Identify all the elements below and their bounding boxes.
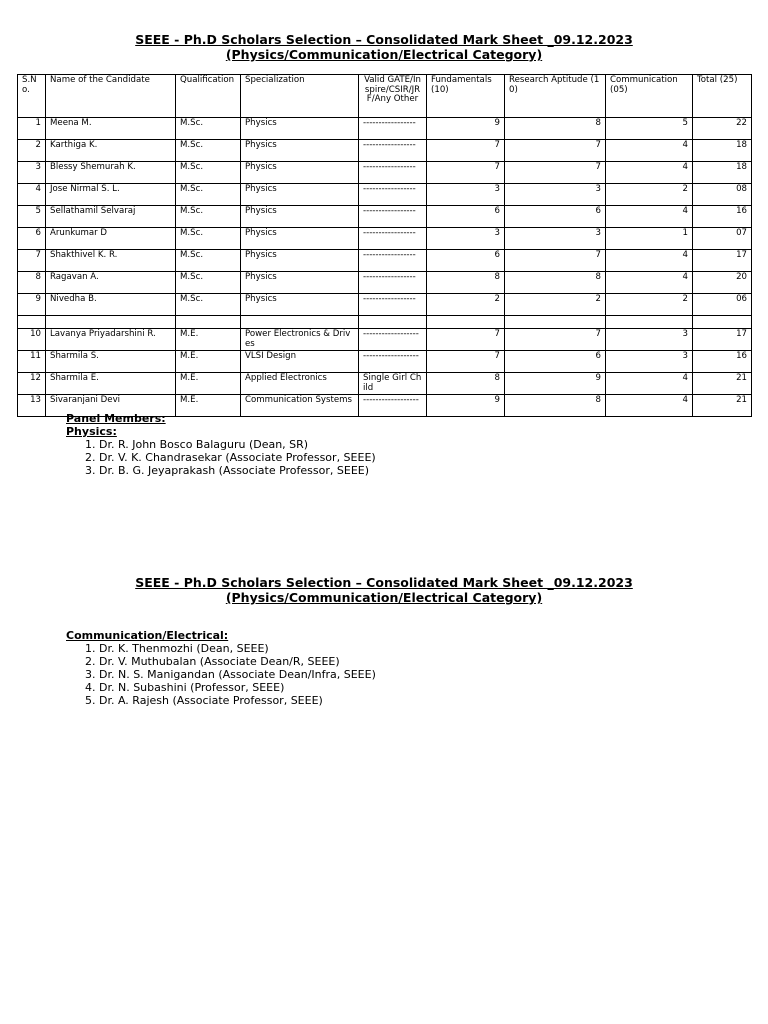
cell-communication: 4 <box>606 140 693 162</box>
cell-research-aptitude: 6 <box>505 351 606 373</box>
cell-gate: ------------------ <box>359 395 427 417</box>
panel-members-communication-electrical <box>66 629 376 707</box>
cell-research-aptitude: 7 <box>505 162 606 184</box>
cell-communication: 1 <box>606 228 693 250</box>
list-item: 3. Dr. B. G. Jeyaprakash (Associate Professor, SEEE) <box>99 464 376 477</box>
physics-subheading: Physics: <box>66 425 117 438</box>
cell-fundamentals: 6 <box>427 206 505 228</box>
list-item: 2. Dr. V. K. Chandrasekar (Associate Professor, SEEE) <box>99 451 376 464</box>
table-row <box>18 272 752 294</box>
cell-communication: 4 <box>606 206 693 228</box>
cell-specialization: Physics <box>241 184 359 206</box>
cell-sno: 5 <box>18 206 46 228</box>
cell-name: Nivedha B. <box>46 294 176 316</box>
cell-communication <box>606 316 693 329</box>
panel-members-physics <box>66 412 376 477</box>
cell-gate <box>359 316 427 329</box>
cell-name: Arunkumar D <box>46 228 176 250</box>
marks-table <box>17 74 752 417</box>
cell-research-aptitude: 8 <box>505 395 606 417</box>
cell-sno: 9 <box>18 294 46 316</box>
cell-research-aptitude: 3 <box>505 184 606 206</box>
title-line-1: SEEE - Ph.D Scholars Selection – Consolidated Mark Sheet _09.12.2023 <box>135 575 633 590</box>
title-line-2: (Physics/Communication/Electrical Category) <box>225 590 543 605</box>
cell-name <box>46 316 176 329</box>
cell-qualification <box>176 316 241 329</box>
cell-total: 18 <box>693 162 752 184</box>
cell-sno: 7 <box>18 250 46 272</box>
cell-name: Sharmila S. <box>46 351 176 373</box>
cell-total: 17 <box>693 329 752 351</box>
cell-qualification: M.Sc. <box>176 118 241 140</box>
cell-qualification: M.Sc. <box>176 140 241 162</box>
cell-specialization: Physics <box>241 294 359 316</box>
cell-gate: ----------------- <box>359 272 427 294</box>
cell-qualification: M.Sc. <box>176 294 241 316</box>
cell-sno: 2 <box>18 140 46 162</box>
title-line-1: SEEE - Ph.D Scholars Selection – Consolidated Mark Sheet _09.12.2023 <box>135 32 633 47</box>
comm-electrical-member-list <box>66 642 376 707</box>
cell-communication: 4 <box>606 162 693 184</box>
cell-qualification: M.Sc. <box>176 272 241 294</box>
table-header-row <box>18 75 752 118</box>
cell-sno: 11 <box>18 351 46 373</box>
cell-total: 18 <box>693 140 752 162</box>
cell-sno: 10 <box>18 329 46 351</box>
header-gate: Valid GATE/Inspire/CSIR/JRF/Any Other <box>359 75 427 118</box>
cell-communication: 3 <box>606 329 693 351</box>
cell-specialization: VLSI Design <box>241 351 359 373</box>
cell-communication: 4 <box>606 272 693 294</box>
cell-specialization: Physics <box>241 206 359 228</box>
cell-total: 07 <box>693 228 752 250</box>
table-row <box>18 250 752 272</box>
list-item: 2. Dr. V. Muthubalan (Associate Dean/R, SEEE) <box>99 655 376 668</box>
header-communication: Communication (05) <box>606 75 693 118</box>
cell-name: Jose Nirmal S. L. <box>46 184 176 206</box>
list-item: 1. Dr. K. Thenmozhi (Dean, SEEE) <box>99 642 376 655</box>
cell-research-aptitude: 8 <box>505 272 606 294</box>
cell-qualification: M.E. <box>176 395 241 417</box>
header-specialization: Specialization <box>241 75 359 118</box>
cell-sno: 1 <box>18 118 46 140</box>
table-row <box>18 206 752 228</box>
cell-fundamentals <box>427 316 505 329</box>
cell-fundamentals: 9 <box>427 395 505 417</box>
cell-specialization: Communication Systems <box>241 395 359 417</box>
cell-specialization: Physics <box>241 140 359 162</box>
cell-fundamentals: 7 <box>427 329 505 351</box>
cell-name: Sellathamil Selvaraj <box>46 206 176 228</box>
physics-member-list <box>66 438 376 477</box>
cell-research-aptitude: 2 <box>505 294 606 316</box>
cell-specialization: Physics <box>241 228 359 250</box>
list-item: 4. Dr. N. Subashini (Professor, SEEE) <box>99 681 376 694</box>
cell-fundamentals: 2 <box>427 294 505 316</box>
table-row <box>18 373 752 395</box>
cell-sno <box>18 316 46 329</box>
table-row-blank <box>18 316 752 329</box>
table-row <box>18 228 752 250</box>
header-total: Total (25) <box>693 75 752 118</box>
page-title <box>0 32 768 62</box>
cell-research-aptitude <box>505 316 606 329</box>
cell-gate: Single Girl Child <box>359 373 427 395</box>
cell-name: Shakthivel K. R. <box>46 250 176 272</box>
cell-gate: ----------------- <box>359 140 427 162</box>
cell-research-aptitude: 9 <box>505 373 606 395</box>
table-row <box>18 294 752 316</box>
cell-specialization <box>241 316 359 329</box>
cell-total: 21 <box>693 395 752 417</box>
cell-fundamentals: 8 <box>427 373 505 395</box>
comm-electrical-subheading: Communication/Electrical: <box>66 629 229 642</box>
table-row <box>18 351 752 373</box>
cell-gate: ------------------ <box>359 351 427 373</box>
cell-gate: ------------------ <box>359 329 427 351</box>
cell-research-aptitude: 7 <box>505 250 606 272</box>
cell-fundamentals: 7 <box>427 351 505 373</box>
table-row <box>18 329 752 351</box>
cell-fundamentals: 3 <box>427 228 505 250</box>
cell-gate: ----------------- <box>359 162 427 184</box>
cell-qualification: M.Sc. <box>176 184 241 206</box>
cell-name: Blessy Shemurah K. <box>46 162 176 184</box>
cell-communication: 3 <box>606 351 693 373</box>
cell-qualification: M.Sc. <box>176 228 241 250</box>
cell-specialization: Physics <box>241 250 359 272</box>
cell-gate: ----------------- <box>359 206 427 228</box>
cell-qualification: M.Sc. <box>176 162 241 184</box>
cell-communication: 4 <box>606 395 693 417</box>
cell-gate: ----------------- <box>359 250 427 272</box>
cell-sno: 6 <box>18 228 46 250</box>
cell-research-aptitude: 3 <box>505 228 606 250</box>
list-item: 1. Dr. R. John Bosco Balaguru (Dean, SR) <box>99 438 376 451</box>
table-row <box>18 118 752 140</box>
cell-fundamentals: 7 <box>427 162 505 184</box>
cell-sno: 12 <box>18 373 46 395</box>
cell-sno: 4 <box>18 184 46 206</box>
cell-total: 21 <box>693 373 752 395</box>
title-line-2: (Physics/Communication/Electrical Category) <box>225 47 543 62</box>
cell-communication: 4 <box>606 373 693 395</box>
cell-sno: 3 <box>18 162 46 184</box>
cell-total: 16 <box>693 351 752 373</box>
cell-qualification: M.Sc. <box>176 250 241 272</box>
cell-specialization: Physics <box>241 272 359 294</box>
cell-qualification: M.E. <box>176 351 241 373</box>
cell-name: Ragavan A. <box>46 272 176 294</box>
cell-total <box>693 316 752 329</box>
cell-communication: 4 <box>606 250 693 272</box>
cell-fundamentals: 8 <box>427 272 505 294</box>
table-row <box>18 184 752 206</box>
cell-name: Meena M. <box>46 118 176 140</box>
cell-qualification: M.E. <box>176 329 241 351</box>
cell-total: 16 <box>693 206 752 228</box>
header-fundamentals: Fundamentals (10) <box>427 75 505 118</box>
header-sno: S.No. <box>18 75 46 118</box>
cell-fundamentals: 3 <box>427 184 505 206</box>
cell-research-aptitude: 6 <box>505 206 606 228</box>
cell-research-aptitude: 7 <box>505 329 606 351</box>
cell-specialization: Power Electronics & Drives <box>241 329 359 351</box>
table-row <box>18 162 752 184</box>
table-row <box>18 140 752 162</box>
cell-research-aptitude: 8 <box>505 118 606 140</box>
cell-gate: ----------------- <box>359 294 427 316</box>
cell-name: Lavanya Priyadarshini R. <box>46 329 176 351</box>
cell-communication: 5 <box>606 118 693 140</box>
cell-qualification: M.E. <box>176 373 241 395</box>
cell-research-aptitude: 7 <box>505 140 606 162</box>
cell-total: 17 <box>693 250 752 272</box>
cell-name: Karthiga K. <box>46 140 176 162</box>
cell-communication: 2 <box>606 294 693 316</box>
cell-gate: ----------------- <box>359 118 427 140</box>
cell-communication: 2 <box>606 184 693 206</box>
cell-fundamentals: 9 <box>427 118 505 140</box>
cell-total: 08 <box>693 184 752 206</box>
header-name: Name of the Candidate <box>46 75 176 118</box>
cell-gate: ----------------- <box>359 184 427 206</box>
header-qualification: Qualification <box>176 75 241 118</box>
cell-specialization: Applied Electronics <box>241 373 359 395</box>
cell-fundamentals: 7 <box>427 140 505 162</box>
cell-name: Sharmila E. <box>46 373 176 395</box>
list-item: 3. Dr. N. S. Manigandan (Associate Dean/Infra, SEEE) <box>99 668 376 681</box>
cell-total: 20 <box>693 272 752 294</box>
cell-gate: ----------------- <box>359 228 427 250</box>
cell-qualification: M.Sc. <box>176 206 241 228</box>
cell-fundamentals: 6 <box>427 250 505 272</box>
list-item: 5. Dr. A. Rajesh (Associate Professor, SEEE) <box>99 694 376 707</box>
cell-sno: 13 <box>18 395 46 417</box>
header-research-aptitude: Research Aptitude (10) <box>505 75 606 118</box>
cell-name: Sivaranjani Devi <box>46 395 176 417</box>
panel-members-heading: Panel Members: <box>66 412 166 425</box>
cell-total: 06 <box>693 294 752 316</box>
cell-specialization: Physics <box>241 162 359 184</box>
cell-total: 22 <box>693 118 752 140</box>
cell-sno: 8 <box>18 272 46 294</box>
cell-specialization: Physics <box>241 118 359 140</box>
page-title-repeat <box>0 575 768 605</box>
